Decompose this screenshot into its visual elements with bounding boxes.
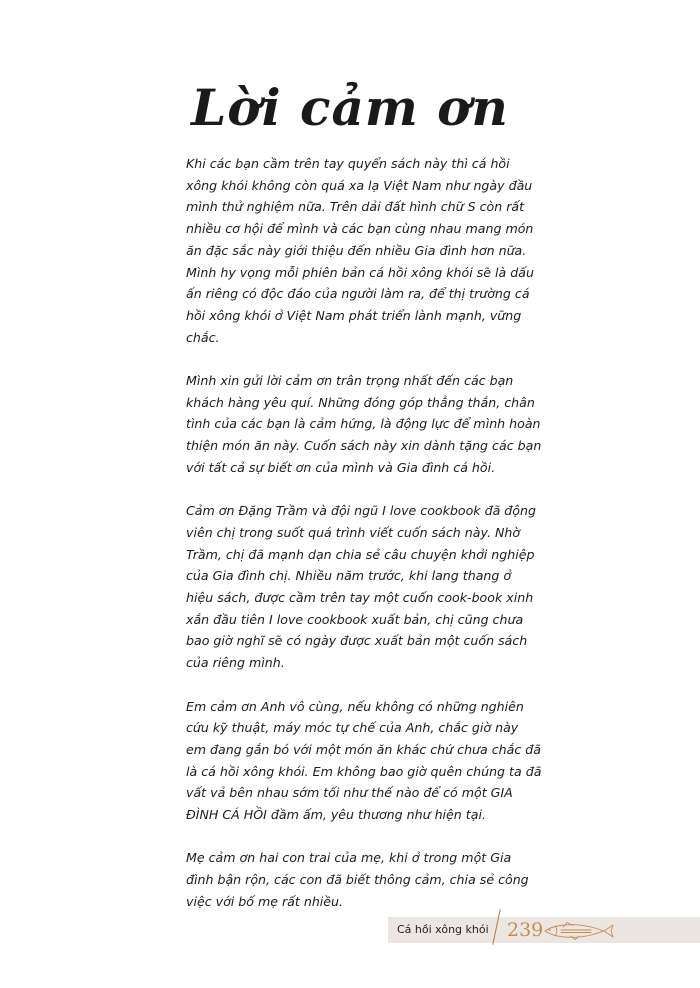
paragraph-3: Cảm ơn Đặng Trầm và đội ngũ I love cookbook đã động viên chị trong suốt quá trình viết cuốn sách này. Nhờ Trầm, chị đã mạnh dạn chia sẻ câu chuyện khởi nghiệp của Gia đình chị. Nhiều năm trước, khi lang thang ở hiệu sách, được cầm trên tay một cuốn cook-book xinh xắn đầu tiên I love cookbook xuất bản, chị cũng chưa bao giờ nghĩ sẽ có ngày được xuất bản một cuốn sách của riêng mình. <box>186 503 536 671</box>
page-number: 239 <box>507 919 544 941</box>
fish-icon <box>541 921 615 941</box>
body-text <box>186 153 542 934</box>
paragraph-5: Mẹ cảm ơn hai con trai của mẹ, khi ở trong một Gia đình bận rộn, các con đã biết thông cảm, chia sẻ công việc với bố mẹ rất nhiều. <box>186 850 529 909</box>
footer-book-title: Cá hồi xông khói <box>397 923 489 936</box>
paragraph-4: Em cảm ơn Anh vô cùng, nếu không có những nghiên cứu kỹ thuật, máy móc tự chế của Anh, chắc giờ này em đang gắn bó với một món ăn khác chứ chưa chắc đã là cá hồi xông khói. Em không bao giờ quên chúng ta đã vất vả bên nhau sớm tối như thế nào để có một GIA ĐÌNH CÁ HỒI đầm ấm, yêu thương như hiện tại. <box>186 698 542 823</box>
paragraph-2: Mình xin gửi lời cảm ơn trân trọng nhất đến các bạn khách hàng yêu quí. Những đóng góp thẳng thắn, chân tình của các bạn là cảm hứng, là động lực để mình hoàn thiện món ăn này. Cuốn sách này xin dành tặng các bạn với tất cả sự biết ơn của mình và Gia đình cá hồi. <box>186 373 542 475</box>
page-title: Lời cảm ơn <box>191 78 509 137</box>
paragraph-1: Khi các bạn cầm trên tay quyển sách này thì cá hồi xông khói không còn quá xa lạ Việt Nam như ngày đầu mình thử nghiệm nữa. Trên dải đất hình chữ S còn rất nhiều cơ hội để mình và các bạn cùng nhau mang món ăn đặc sắc này giới thiệu đến nhiều Gia đình hơn nữa. Mình hy vọng mỗi phiên bản cá hồi xông khói sẽ là dấu ấn riêng có độc đáo của người làm ra, để thị trường cá hồi xông khói ở Việt Nam phát triển lành mạnh, vững chắc. <box>186 156 534 345</box>
